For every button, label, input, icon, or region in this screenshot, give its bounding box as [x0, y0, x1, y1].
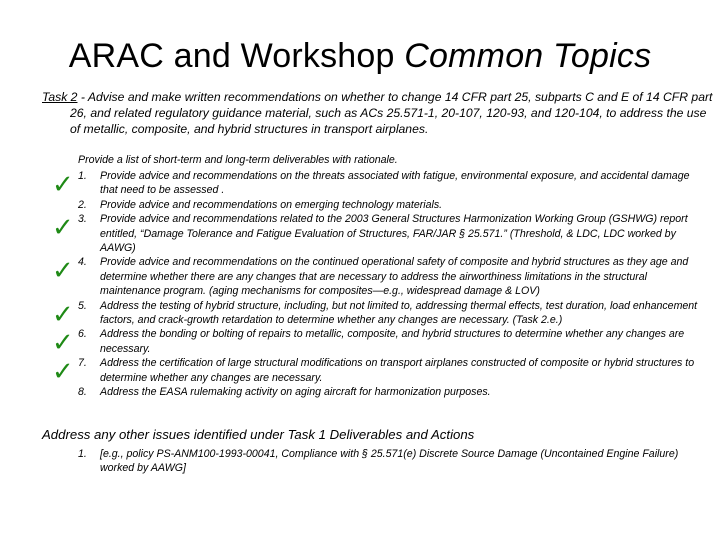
list-item — [52, 169, 698, 199]
item-text: Address the EASA rulemaking activity on aging aircraft for harmonization purposes. — [100, 386, 491, 399]
other-issues-heading: Address any other issues identified under Task 1 Deliverables and Actions — [42, 427, 475, 442]
list-item — [52, 255, 698, 298]
task-label: Task 2 — [42, 90, 78, 104]
list-item — [52, 298, 698, 329]
item-text: [e.g., policy PS-ANM100-1993-00041, Compliance with § 25.571(e) Discrete Source Damage (Uncontained Engine Failure) worked by AAWG] — [100, 448, 679, 475]
list-item — [52, 327, 698, 358]
checkmark-icon: ✓ — [52, 169, 74, 199]
item-number: 2. — [78, 198, 87, 211]
item-number: 7. — [78, 357, 87, 370]
task-paragraph — [42, 89, 716, 137]
deliverables-intro: Provide a list of short-term and long-term deliverables with rationale. — [78, 154, 398, 166]
item-number: 4. — [78, 256, 87, 269]
item-text: Provide advice and recommendations on the continued operational safety of composite and hybrid structures as they age and determine whether there are any changes that are necessary to address the airworthiness limitations in the structural maintenance program. (aging mechanisms for composites—e.g., widespread damage & LOV) — [100, 256, 689, 298]
item-text: Address the certification of large structural modifications on transport airplanes constructed of composite or hybrid structures to determine whether any changes are necessary. — [100, 357, 695, 384]
item-number: 5. — [78, 299, 87, 312]
item-number: 6. — [78, 328, 87, 341]
list-item — [52, 356, 698, 387]
item-text: Address the bonding or bolting of repairs to metallic, composite, and hybrid structures to determine whether any changes are necessary. — [100, 328, 685, 355]
task-text: - Advise and make written recommendations on whether to change 14 CFR part 25, subparts C and E of 14 CFR part 26, and related regulatory guidance material, such as ACs 25.571-1, 20-107, 120-93, and 120-104, to address the use of metallic, composite, and hybrid structures in transport airplanes. — [70, 90, 713, 136]
title-plain: ARAC and Workshop — [68, 37, 405, 75]
list-item — [52, 212, 698, 255]
list-item — [78, 447, 698, 476]
list-item — [78, 385, 698, 399]
item-number: 8. — [78, 386, 87, 399]
checkmark-icon: ✓ — [52, 298, 74, 329]
checkmark-icon: ✓ — [52, 356, 74, 387]
checkmark-icon: ✓ — [52, 212, 74, 243]
title-italic: Common Topics — [404, 37, 652, 75]
item-number: 1. — [78, 448, 87, 460]
item-text: Provide advice and recommendations on the threats associated with fatigue, environmental exposure, and accidental damage that need to be assessed . — [100, 170, 690, 197]
other-issues-list — [78, 447, 698, 476]
checkmark-icon: ✓ — [52, 327, 74, 358]
item-number: 1. — [78, 170, 87, 182]
list-item — [78, 198, 698, 212]
item-text: Provide advice and recommendations related to the 2003 General Structures Harmonization Working Group (GSHWG) report entitled, “Damage Tolerance and Fatigue Evaluation of Structures, FAR/JAR § 25.571.” (Threshold, & LDC, LDC worked by AAWG) — [100, 213, 688, 255]
slide-title — [0, 36, 720, 76]
checkmark-icon: ✓ — [52, 255, 74, 286]
item-text: Address the testing of hybrid structure, including, but not limited to, addressing thermal effects, test duration, load enhancement factors, and crack-growth retardation to determine whether any changes are necessary. (Task 2.e.) — [100, 299, 698, 327]
item-number: 3. — [78, 213, 87, 226]
deliverables-list — [52, 169, 698, 400]
item-text: Provide advice and recommendations on emerging technology materials. — [100, 198, 443, 211]
